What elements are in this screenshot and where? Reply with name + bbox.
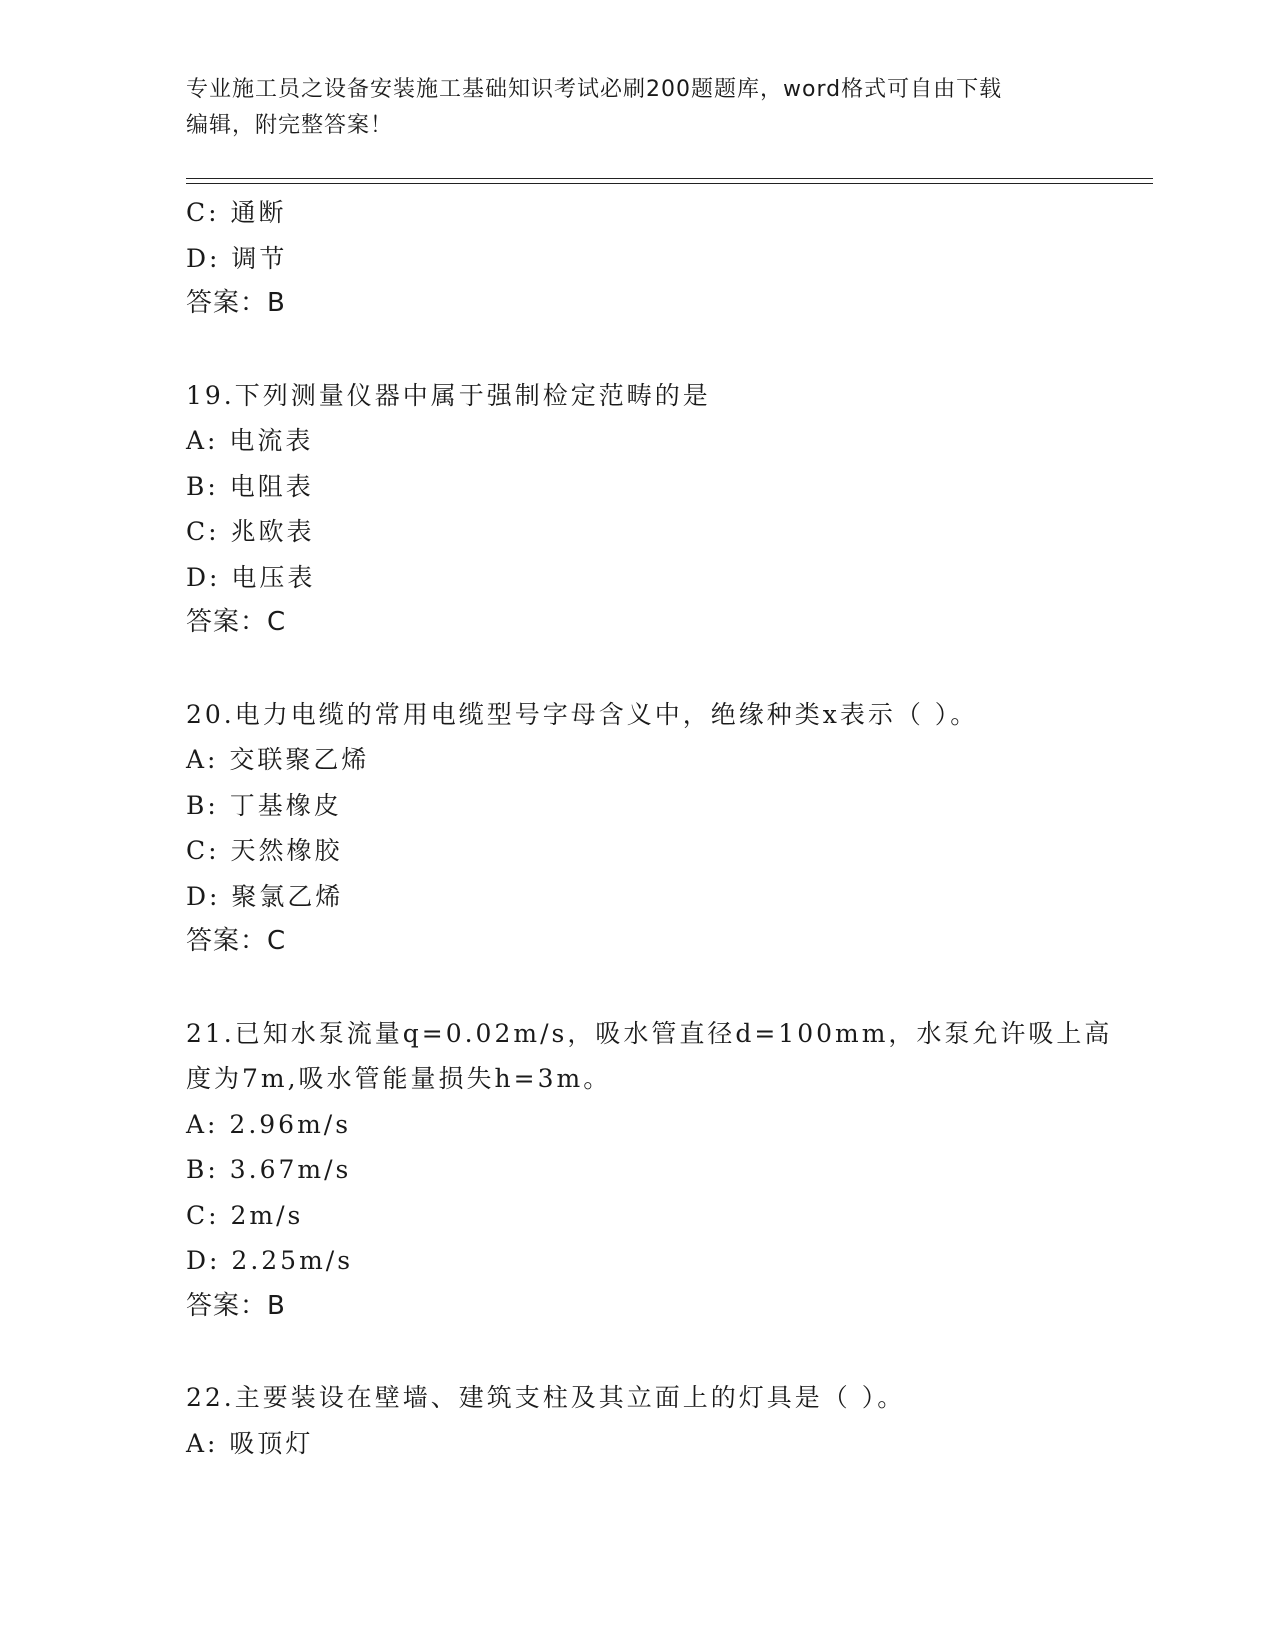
option-c: C: 通断 (186, 198, 287, 227)
question-21-text: 21.已知水泵流量q=0.02m/s，吸水管直径d=100mm，水泵允许吸上高 (186, 1018, 1113, 1048)
option-b: B: 3.67m/s (186, 1155, 352, 1184)
question-21-text-cont: 度为7m,吸水管能量损失h=3m。 (186, 1064, 612, 1093)
option-d: D: 聚氯乙烯 (186, 881, 344, 911)
header-title-line-2: 编辑，附完整答案！ (186, 113, 394, 138)
option-b: B: 电阻表 (186, 471, 314, 501)
answer-line: 答案：C (186, 926, 287, 956)
answer-line: 答案：B (186, 288, 286, 318)
question-list (186, 190, 1146, 1466)
option-c: C: 兆欧表 (186, 517, 315, 546)
option-c: C: 2m/s (186, 1200, 304, 1230)
question-19-text: 19.下列测量仪器中属于强制检定范畴的是 (186, 380, 711, 410)
header-divider-top (186, 178, 1153, 179)
option-a: A: 交联聚乙烯 (186, 745, 370, 774)
option-c: C: 天然橡胶 (186, 836, 343, 865)
question-22-text: 22.主要装设在壁墙、建筑支柱及其立面上的灯具是（ ）。 (186, 1383, 906, 1412)
option-b: B: 丁基橡皮 (186, 790, 342, 820)
header-divider-bottom (186, 183, 1153, 184)
option-a: A: 2.96m/s (186, 1109, 352, 1139)
option-d: D: 电压表 (186, 562, 316, 592)
document-header (186, 72, 1086, 144)
answer-line: 答案：B (186, 1290, 286, 1321)
option-a: A: 电流表 (186, 426, 314, 455)
question-20-text: 20.电力电缆的常用电缆型号字母含义中，绝缘种类x表示（ ）。 (186, 699, 979, 729)
header-title-line-1: 专业施工员之设备安装施工基础知识考试必刷200题题库，word格式可自由下载 (186, 77, 1003, 102)
answer-line: 答案：C (186, 607, 287, 637)
option-d: D: 2.25m/s (186, 1246, 354, 1275)
option-d: D: 调节 (186, 243, 288, 273)
option-a: A: 吸顶灯 (186, 1428, 314, 1458)
